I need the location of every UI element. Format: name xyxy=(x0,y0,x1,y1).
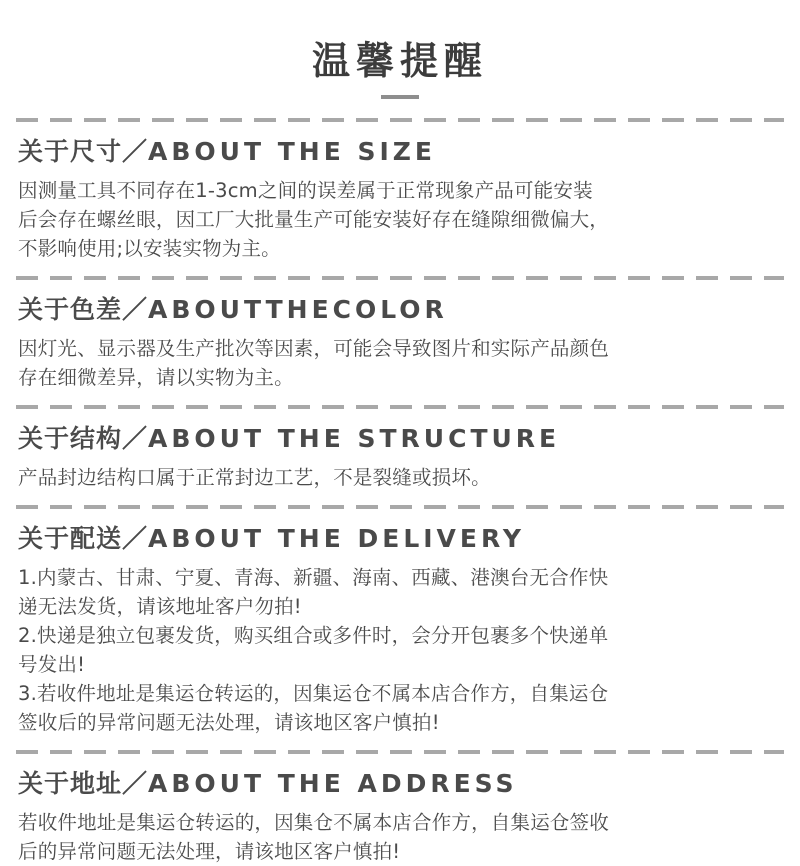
body-line: 后会存在螺丝眼，因工厂大批量生产可能安装好存在缝隙细微偏大， xyxy=(18,208,610,231)
section-body xyxy=(18,176,782,263)
section-heading-en: ABOUT THE ADDRESS xyxy=(148,769,518,798)
section-heading xyxy=(18,290,784,326)
section-structure xyxy=(16,419,784,492)
body-line: 产品封边结构口属于正常封边工艺，不是裂缝或损坏。 xyxy=(18,466,491,489)
body-line: 号发出! xyxy=(18,653,86,676)
section-heading-cn: 关于尺寸／ xyxy=(18,137,149,166)
section-body xyxy=(18,334,782,392)
section-body xyxy=(18,463,782,492)
body-line: 因灯光、显示器及生产批次等因素，可能会导致图片和实际产品颜色 xyxy=(18,337,610,360)
body-line: 递无法发货，请该地址客户勿拍! xyxy=(18,595,302,618)
body-line: 1.内蒙古、甘肃、宁夏、青海、新疆、海南、西藏、港澳台无合作快 xyxy=(18,566,609,589)
section-heading-en: ABOUT THE SIZE xyxy=(148,137,436,166)
dashed-divider xyxy=(16,115,784,124)
section-heading xyxy=(18,519,784,555)
dashed-divider xyxy=(16,402,784,411)
dashed-divider xyxy=(16,502,784,511)
section-color xyxy=(16,290,784,392)
section-heading-en: ABOUTTHECOLOR xyxy=(148,295,448,324)
body-line: 不影响使用;以安装实物为主。 xyxy=(18,237,281,260)
title-divider xyxy=(381,95,419,99)
body-line: 因测量工具不同存在1-3cm之间的误差属于正常现象产品可能安装 xyxy=(18,179,593,202)
dashed-divider xyxy=(16,747,784,756)
section-delivery xyxy=(16,519,784,737)
body-line: 后的异常问题无法处理，请该地区客户慎拍! xyxy=(18,840,401,863)
page-title: 温馨提醒 xyxy=(311,39,488,83)
section-heading xyxy=(18,419,784,455)
body-line: 3.若收件地址是集运仓转运的，因集运仓不属本店合作方，自集运仓 xyxy=(18,682,609,705)
body-line: 2.快递是独立包裹发货，购买组合或多件时，会分开包裹多个快递单 xyxy=(18,624,609,647)
section-heading-cn: 关于色差／ xyxy=(18,295,149,324)
body-line: 存在细微差异，请以实物为主。 xyxy=(18,366,294,389)
body-line: 若收件地址是集运仓转运的，因集仓不属本店合作方，自集运仓签收 xyxy=(18,811,610,834)
section-address xyxy=(16,764,784,866)
section-heading-en: ABOUT THE DELIVERY xyxy=(148,524,525,553)
body-line: 签收后的异常问题无法处理，请该地区客户慎拍! xyxy=(18,711,440,734)
section-heading-cn: 关于配送／ xyxy=(18,524,149,553)
section-heading xyxy=(18,132,784,168)
section-heading-cn: 关于结构／ xyxy=(18,424,149,453)
section-body xyxy=(18,808,782,866)
section-body xyxy=(18,563,782,737)
section-heading-en: ABOUT THE STRUCTURE xyxy=(148,424,561,453)
section-heading-cn: 关于地址／ xyxy=(18,769,149,798)
section-heading xyxy=(18,764,784,800)
section-size xyxy=(16,132,784,263)
dashed-divider xyxy=(16,273,784,282)
